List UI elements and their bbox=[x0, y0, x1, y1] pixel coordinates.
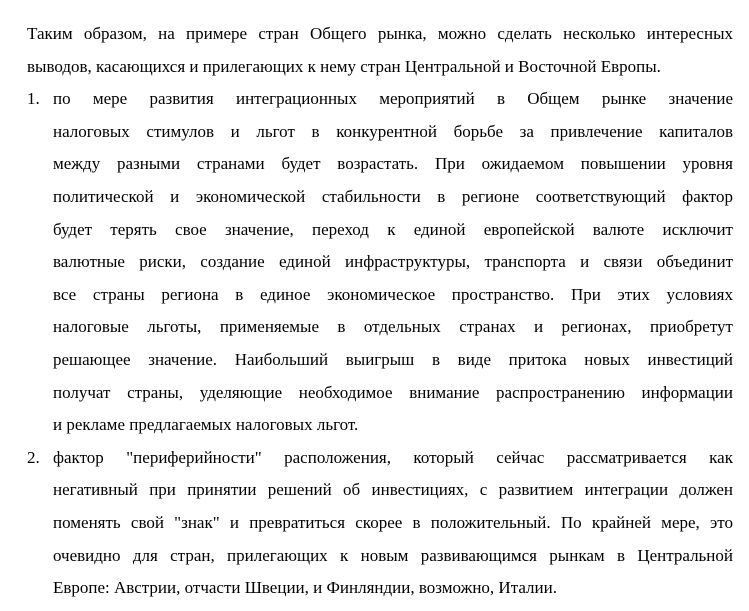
text-line: политической и экономической стабильности в регионе соответствующий фактор bbox=[53, 186, 733, 206]
text-line: Таким образом, на примере стран Общего рынка, можно сделать несколько интересных bbox=[27, 24, 733, 43]
list-item-2 bbox=[27, 446, 733, 609]
list-number: 2. bbox=[27, 447, 40, 467]
text-line: между разными странами будет возрастать. При ожидаемом повышении уровня bbox=[53, 154, 733, 174]
list-number: 1. bbox=[27, 89, 40, 109]
text-line: решающее значение. Наибольший выигрыш в виде притока новых инвестиций bbox=[53, 349, 733, 369]
text-line: фактор "периферийности" расположения, который сейчас рассматривается как bbox=[53, 447, 733, 467]
text-line: валютные риски, создание единой инфраструктуры, транспорта и связи объединит bbox=[53, 252, 733, 272]
list-item-text bbox=[53, 87, 733, 446]
text-line: и рекламе предлагаемых налоговых льгот. bbox=[53, 415, 359, 435]
text-line: получат страны, уделяющие необходимое внимание распространению информации bbox=[53, 382, 733, 402]
text-line: по мере развития интеграционных мероприятий в Общем рынке значение bbox=[53, 89, 733, 109]
text-line: налоговых стимулов и льгот в конкурентной борьбе за привлечение капиталов bbox=[53, 121, 733, 141]
text-line: очевидно для стран, прилегающих к новым развивающимся рынкам в Центральной bbox=[53, 545, 733, 565]
text-line: выводов, касающихся и прилегающих к нему стран Центральной и Восточной Европы. bbox=[27, 56, 661, 76]
text-line: налоговые льготы, применяемые в отдельных странах и регионах, приобретут bbox=[53, 317, 733, 337]
text-line: Европе: Австрии, отчасти Швеции, и Финляндии, возможно, Италии. bbox=[53, 578, 557, 598]
document-body bbox=[27, 22, 733, 609]
intro-paragraph bbox=[27, 22, 733, 87]
text-line: поменять свой "знак" и превратиться скорее в положительный. По крайней мере, это bbox=[53, 512, 733, 532]
text-line: будет терять свое значение, переход к единой европейской валюте исключит bbox=[53, 219, 733, 239]
list-item-text bbox=[53, 446, 733, 609]
text-line: негативный при принятии решений об инвестициях, с развитием интеграции должен bbox=[53, 480, 733, 500]
list-item-1 bbox=[27, 87, 733, 446]
text-line: все страны региона в единое экономическое пространство. При этих условиях bbox=[53, 284, 733, 304]
